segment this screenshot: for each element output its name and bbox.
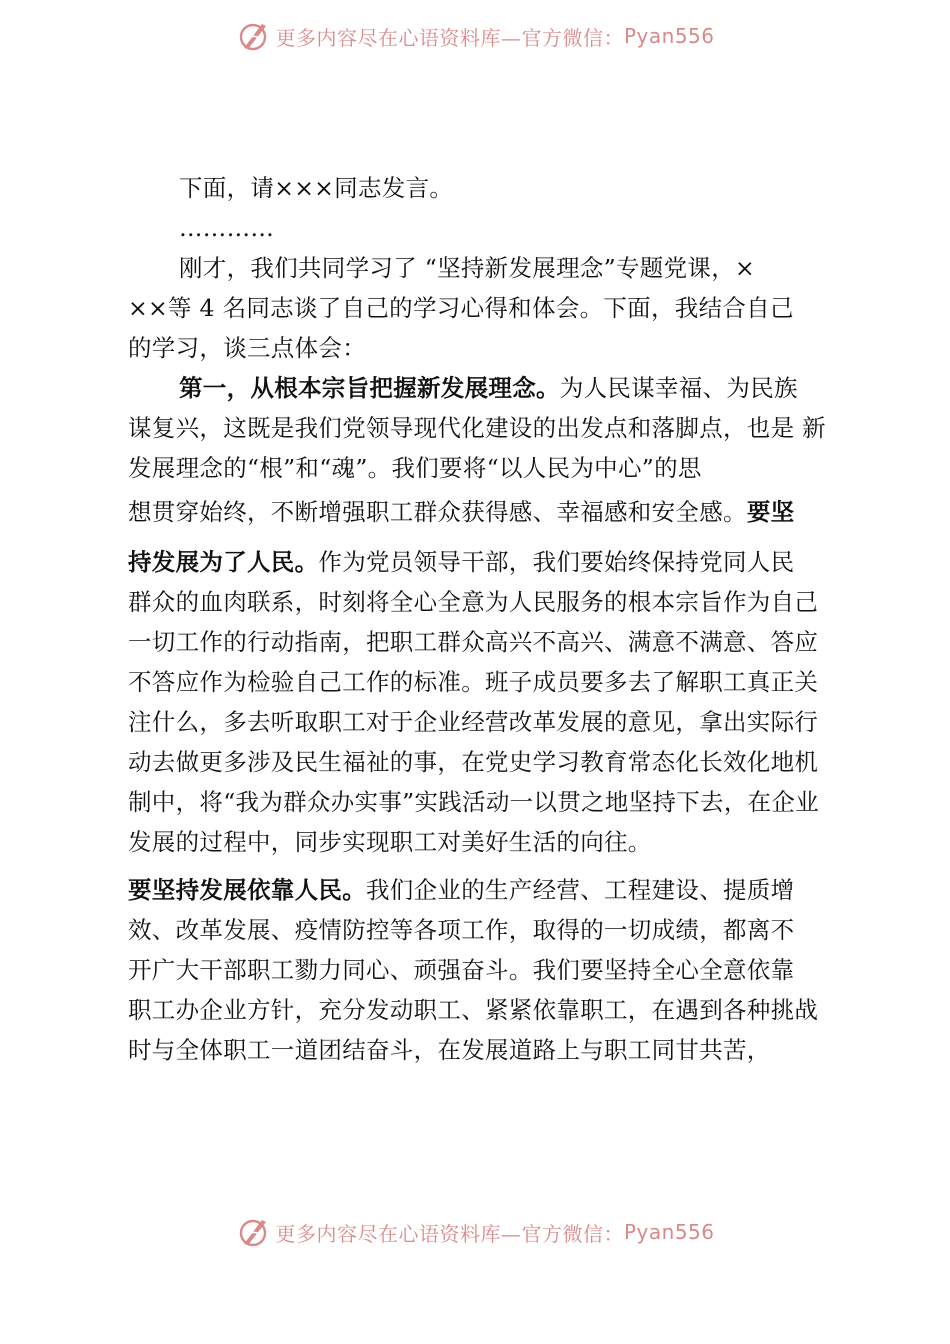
- document-body: [128, 168, 844, 1070]
- paragraph-line: 效、改革发展、疫情防控等各项工作，取得的一切成绩，都离不: [128, 916, 795, 944]
- text-run: 为人民谋幸福、为民族: [559, 374, 798, 402]
- text-run: 想贯穿始终，不断增强职工群众获得感、幸福感和安全感。: [128, 498, 747, 526]
- text-run: 作为党员领导干部，我们要始终保持党同人民: [318, 548, 795, 576]
- bold-heading: 要坚: [746, 498, 795, 526]
- paragraph-line: 发展的过程中，同步实现职工对美好生活的向往。: [128, 828, 652, 856]
- paragraph-line: 下面，请×××同志发言。: [179, 174, 454, 202]
- watermark-text: 更多内容尽在心语资料库—官方微信：: [275, 25, 624, 50]
- text-run: 我们企业的生产经营、工程建设、提质增: [366, 876, 795, 904]
- paragraph-line: [128, 870, 844, 910]
- bold-heading: 第一，从根本宗旨把握新发展理念。: [179, 374, 560, 402]
- paragraph-line: 发展理念的“根”和“魂”。我们要将“以人民为中心”的思: [128, 454, 702, 482]
- paragraph-line: 不答应作为检验自己工作的标准。班子成员要多去了解职工真正关: [128, 668, 819, 696]
- paragraph-line: 动去做更多涉及民生福祉的事，在党史学习教育常态化长效化地机: [128, 748, 819, 776]
- paragraph-line: 注什么，多去听取职工对于企业经营改革发展的意见，拿出实际行: [128, 708, 819, 736]
- paragraph-line: 开广大干部职工勠力同心、顽强奋斗。我们要坚持全心全意依靠: [128, 956, 795, 984]
- header-watermark: [0, 14, 950, 58]
- watermark-text: 更多内容尽在心语资料库—官方微信：: [275, 1221, 624, 1246]
- ellipsis-line: …………: [179, 214, 275, 242]
- bold-heading: 要坚持发展依靠人民。: [128, 876, 366, 904]
- watermark-wechat: Pyan556: [623, 24, 715, 48]
- paragraph-line: 的学习，谈三点体会：: [128, 334, 366, 362]
- quill-seal-icon: [235, 1214, 271, 1250]
- paragraph-line: 群众的血肉联系，时刻将全心全意为人民服务的根本宗旨作为自己: [128, 588, 819, 616]
- quill-seal-icon: [235, 18, 271, 54]
- paragraph-line: 制中，将“我为群众办实事”实践活动一以贯之地坚持下去，在企业: [128, 788, 820, 816]
- paragraph-line: 刚才，我们共同学习了 “坚持新发展理念”专题党课，×: [179, 254, 755, 282]
- paragraph-line: 谋复兴，这既是我们党领导现代化建设的出发点和落脚点，也是 新: [128, 414, 826, 442]
- paragraph-line: 职工办企业方针，充分发动职工、紧紧依靠职工，在遇到各种挑战: [128, 996, 819, 1024]
- paragraph-line: ××等 4 名同志谈了自己的学习心得和体会。下面，我结合自己: [128, 294, 794, 322]
- paragraph-line: [128, 368, 844, 408]
- paragraph-line: [128, 542, 844, 582]
- paragraph-line: [128, 492, 844, 532]
- paragraph-line: 时与全体职工一道团结奋斗，在发展道路上与职工同甘共苦，: [128, 1036, 771, 1064]
- watermark-wechat: Pyan556: [623, 1220, 715, 1244]
- footer-watermark: [0, 1210, 950, 1254]
- bold-heading: 持发展为了人民。: [128, 548, 319, 576]
- paragraph-line: 一切工作的行动指南，把职工群众高兴不高兴、满意不满意、答应: [128, 628, 819, 656]
